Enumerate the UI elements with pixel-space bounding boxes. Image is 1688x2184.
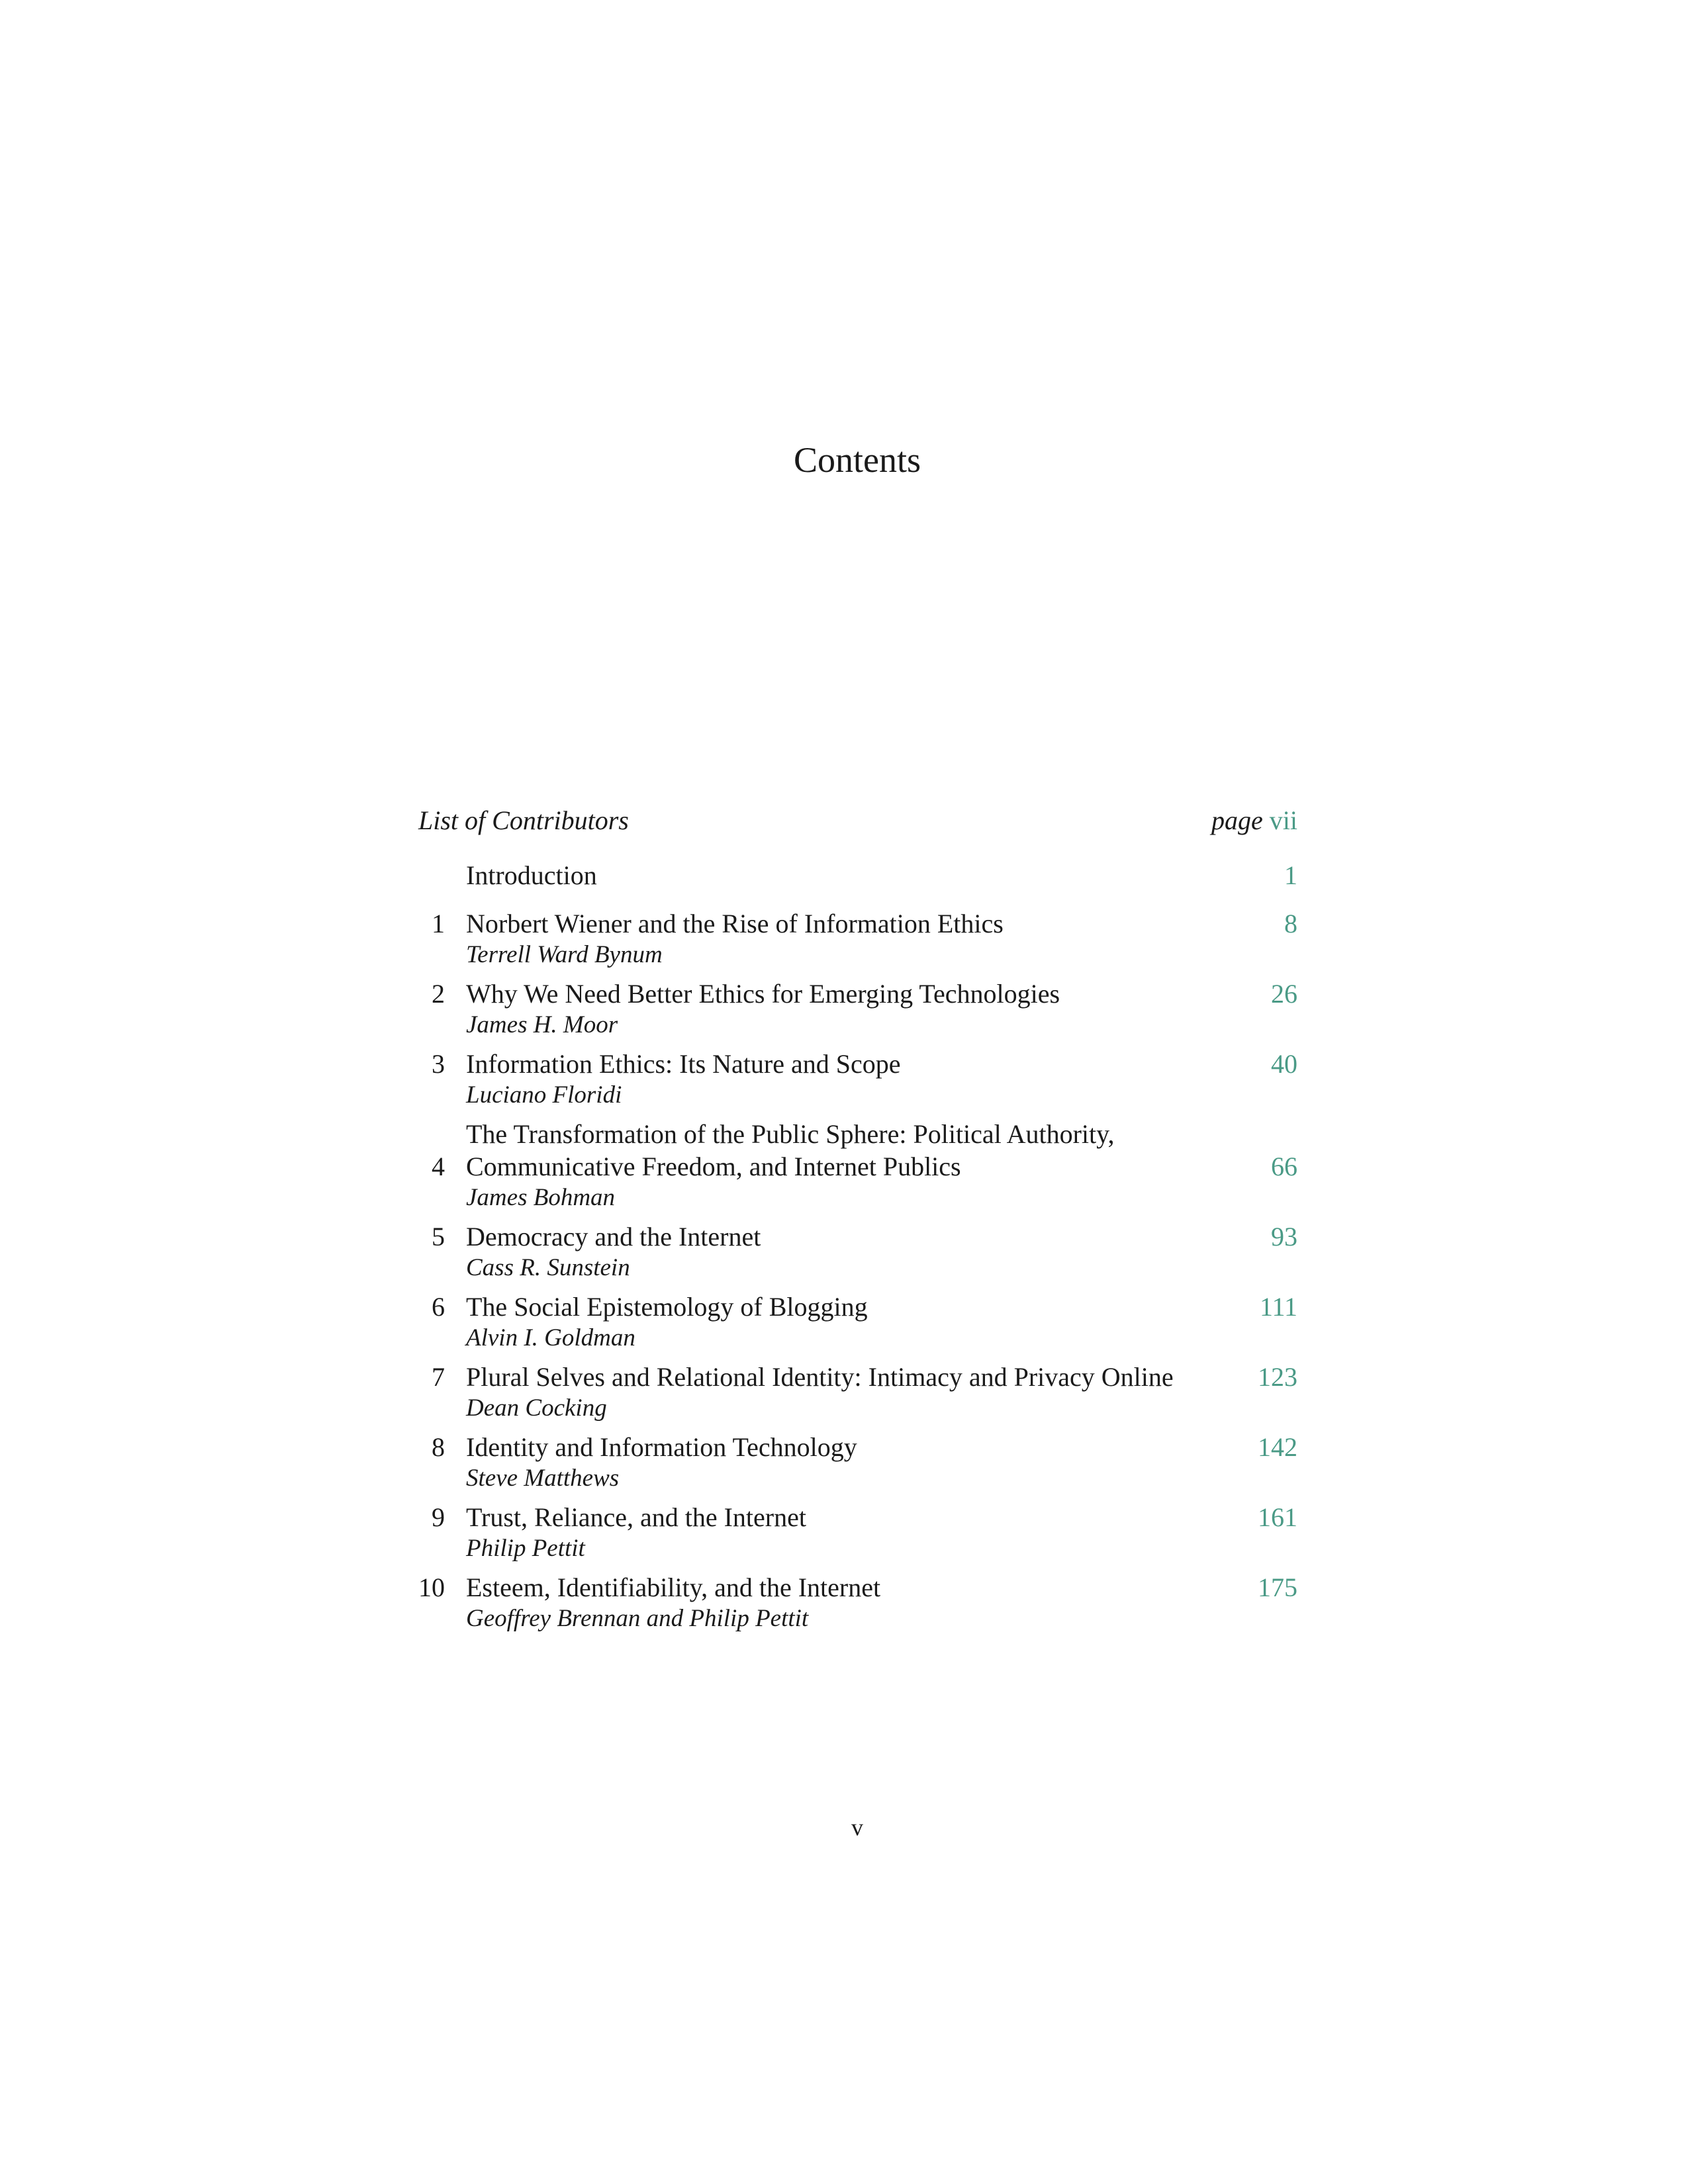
chapter-title: The Social Epistemology of Blogging xyxy=(466,1292,868,1322)
chapter-page-number: 142 xyxy=(1258,1432,1297,1462)
chapter-author: Luciano Floridi xyxy=(466,1081,622,1109)
chapter-number: 9 xyxy=(432,1502,445,1532)
chapter-author: Alvin I. Goldman xyxy=(466,1324,635,1351)
chapter-number-cell xyxy=(418,1291,466,1323)
chapter-page-number: 161 xyxy=(1258,1502,1297,1532)
chapter-page-number: 8 xyxy=(1284,909,1297,938)
toc-entry-main xyxy=(418,1291,1297,1323)
toc-entry-main xyxy=(418,1361,1297,1393)
chapter-number-cell xyxy=(418,978,466,1010)
toc-entry[interactable] xyxy=(418,1220,1297,1283)
chapter-number-cell xyxy=(418,907,466,940)
toc-entry-main xyxy=(418,1118,1297,1183)
toc-entry-main xyxy=(418,1048,1297,1080)
toc-entry-main xyxy=(418,1220,1297,1253)
chapter-title: Esteem, Identifiability, and the Internet xyxy=(466,1572,881,1602)
table-of-contents xyxy=(418,804,1297,1641)
chapter-author: Philip Pettit xyxy=(466,1535,585,1562)
chapter-page-number: 66 xyxy=(1271,1152,1297,1181)
chapter-page-number: 26 xyxy=(1271,979,1297,1009)
chapter-number-cell xyxy=(418,1501,466,1533)
chapter-author: Cass R. Sunstein xyxy=(466,1254,630,1281)
chapter-author: Geoffrey Brennan and Philip Pettit xyxy=(466,1605,809,1632)
chapter-author: James Bohman xyxy=(466,1184,616,1211)
chapter-page-number: 93 xyxy=(1271,1222,1297,1251)
chapter-title: Plural Selves and Relational Identity: Intimacy and Privacy Online xyxy=(466,1362,1174,1392)
toc-entry[interactable] xyxy=(418,1048,1297,1110)
chapter-page-number: 40 xyxy=(1271,1049,1297,1079)
chapter-title: Democracy and the Internet xyxy=(466,1222,761,1251)
contributors-label: List of Contributors xyxy=(418,805,629,835)
chapter-number: 10 xyxy=(418,1572,445,1602)
page-word-label: page xyxy=(1211,805,1263,835)
toc-entry-main xyxy=(418,1431,1297,1463)
toc-entry[interactable] xyxy=(418,1501,1297,1563)
chapter-author: James H. Moor xyxy=(466,1011,618,1038)
toc-entry[interactable] xyxy=(418,1291,1297,1353)
entry-list xyxy=(418,859,1297,1633)
chapter-title: Introduction xyxy=(466,860,597,890)
chapter-number-cell xyxy=(418,1431,466,1463)
chapter-title: The Transformation of the Public Sphere: Political Authority, Communicative Freedom, and Internet Publics xyxy=(466,1119,1115,1181)
toc-entry-main xyxy=(418,1501,1297,1533)
toc-entry-main xyxy=(418,1571,1297,1604)
chapter-number: 5 xyxy=(432,1222,445,1251)
toc-entry[interactable] xyxy=(418,1361,1297,1423)
toc-entry[interactable] xyxy=(418,978,1297,1040)
chapter-author: Dean Cocking xyxy=(466,1394,607,1422)
toc-entry[interactable] xyxy=(418,859,1297,891)
toc-entry[interactable] xyxy=(418,1431,1297,1493)
toc-entry[interactable] xyxy=(418,1118,1297,1212)
chapter-number-cell xyxy=(418,859,466,891)
chapter-page-number: 175 xyxy=(1258,1572,1297,1602)
chapter-author: Steve Matthews xyxy=(466,1465,620,1492)
toc-entry-main xyxy=(418,978,1297,1010)
chapter-page-number: 1 xyxy=(1284,860,1297,890)
chapter-number: 7 xyxy=(432,1362,445,1392)
chapter-title: Information Ethics: Its Nature and Scope xyxy=(466,1049,901,1079)
chapter-number: 6 xyxy=(432,1292,445,1322)
contributors-page-number: vii xyxy=(1269,805,1297,835)
chapter-title: Norbert Wiener and the Rise of Information Ethics xyxy=(466,909,1004,938)
chapter-number: 8 xyxy=(432,1432,445,1462)
chapter-number: 2 xyxy=(432,979,445,1009)
folio-page-number: v xyxy=(851,1814,863,1841)
page-title: Contents xyxy=(793,440,921,480)
chapter-title: Trust, Reliance, and the Internet xyxy=(466,1502,806,1532)
chapter-number: 4 xyxy=(432,1152,445,1181)
chapter-number-cell xyxy=(418,1048,466,1080)
chapter-title: Why We Need Better Ethics for Emerging Technologies xyxy=(466,979,1060,1009)
chapter-number-cell xyxy=(418,1361,466,1393)
chapter-number-cell xyxy=(418,1220,466,1253)
chapter-page-number: 111 xyxy=(1259,1292,1297,1322)
chapter-number-cell xyxy=(418,1150,466,1183)
toc-entry-main xyxy=(418,859,1297,891)
chapter-page-number: 123 xyxy=(1258,1362,1297,1392)
contributors-row[interactable] xyxy=(418,804,1297,837)
toc-entry[interactable] xyxy=(418,1571,1297,1633)
chapter-number: 3 xyxy=(432,1049,445,1079)
chapter-author: Terrell Ward Bynum xyxy=(466,941,663,968)
chapter-number-cell xyxy=(418,1571,466,1604)
chapter-title: Identity and Information Technology xyxy=(466,1432,857,1462)
toc-entry[interactable] xyxy=(418,907,1297,970)
toc-entry-main xyxy=(418,907,1297,940)
chapter-number: 1 xyxy=(432,909,445,938)
